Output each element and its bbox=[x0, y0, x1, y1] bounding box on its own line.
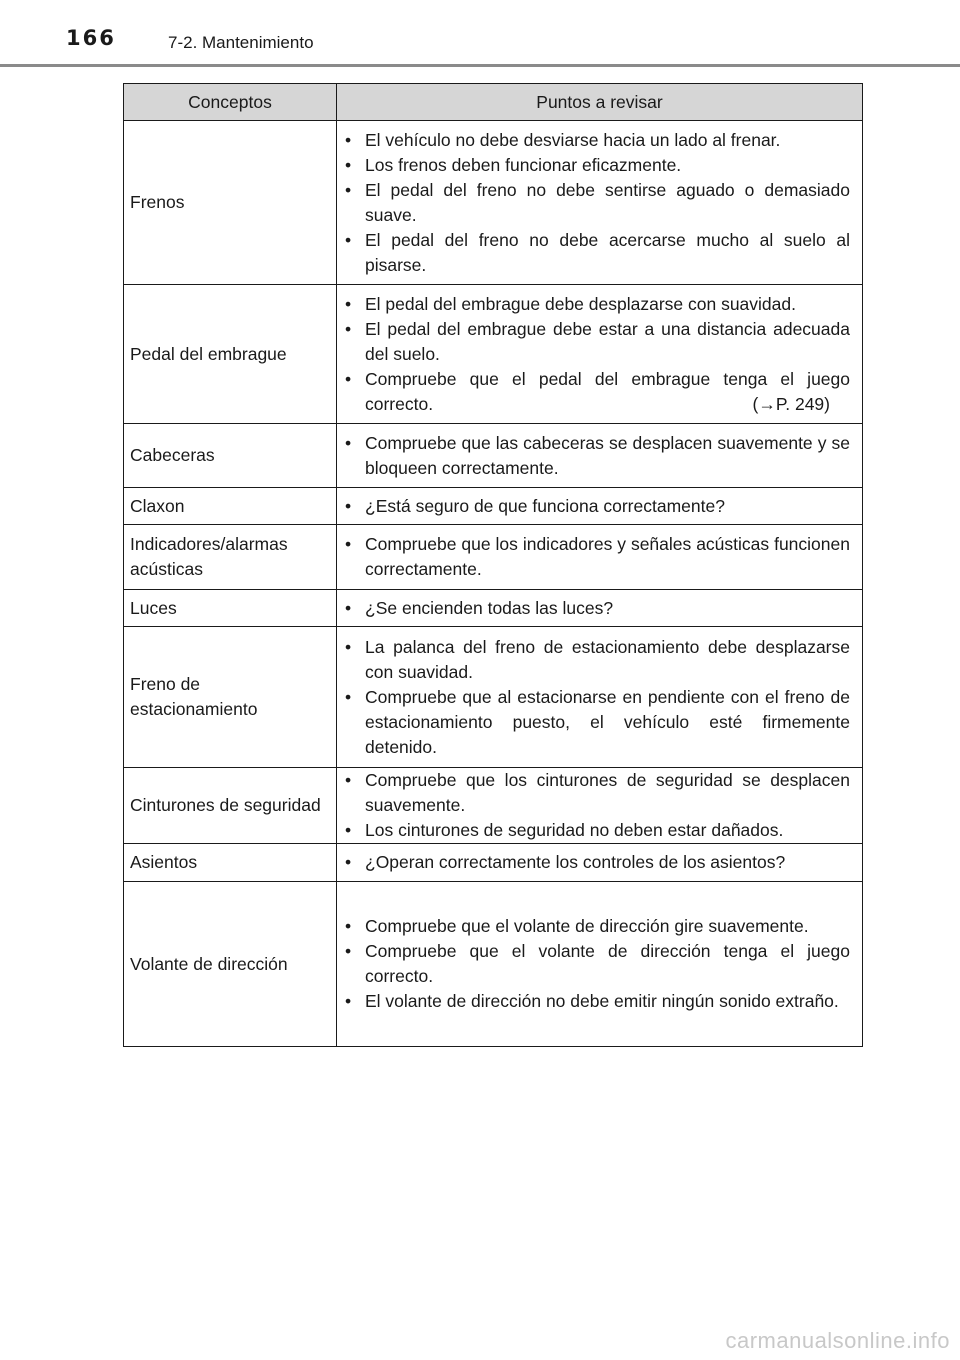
table-row bbox=[124, 121, 863, 285]
checkpoint-list bbox=[341, 431, 850, 481]
checkpoint-item: • ¿Operan correctamente los controles de los asientos? bbox=[341, 850, 850, 875]
checkpoint-item: • El pedal del embrague debe estar a una distancia adecuada del suelo. bbox=[341, 317, 850, 367]
checkpoint-list bbox=[341, 494, 850, 519]
checkpoint-item: • El pedal del freno no debe sentirse aguado o demasiado suave. bbox=[341, 178, 850, 228]
concept-cell: Luces bbox=[124, 590, 337, 627]
checkpoint-item: • La palanca del freno de estacionamiento debe desplazarse con suavidad. bbox=[341, 635, 850, 685]
checkpoint-item: • Los cinturones de seguridad no deben estar dañados. bbox=[341, 818, 850, 843]
table-row bbox=[124, 844, 863, 882]
checkpoints-cell bbox=[337, 590, 863, 627]
table-row bbox=[124, 768, 863, 844]
checkpoints-cell bbox=[337, 627, 863, 768]
checkpoint-list bbox=[341, 596, 850, 621]
concept-cell: Indicadores/alarmas acústicas bbox=[124, 525, 337, 590]
concept-cell: Volante de dirección bbox=[124, 882, 337, 1047]
table-row bbox=[124, 488, 863, 525]
checkpoint-item: • Compruebe que el volante de dirección tenga el juego correcto. bbox=[341, 939, 850, 989]
checkpoint-item: • El volante de dirección no debe emitir ningún sonido extraño. bbox=[341, 989, 850, 1014]
checkpoints-cell bbox=[337, 844, 863, 882]
checkpoint-item: • Compruebe que los indicadores y señales acústicas funcionen correctamente. bbox=[341, 532, 850, 582]
page-header bbox=[0, 0, 960, 70]
table-row bbox=[124, 525, 863, 590]
table-row bbox=[124, 285, 863, 424]
table-row bbox=[124, 627, 863, 768]
checkpoint-item: • Compruebe que al estacionarse en pendiente con el freno de estacionamiento puesto, el vehículo esté firmemente detenido. bbox=[341, 685, 850, 760]
checkpoint-item: • El vehículo no debe desviarse hacia un lado al frenar. bbox=[341, 128, 850, 153]
checkpoint-item: • Compruebe que las cabeceras se desplacen suavemente y se bloqueen correctamente. bbox=[341, 431, 850, 481]
table-row bbox=[124, 424, 863, 488]
checkpoint-item: • El pedal del embrague debe desplazarse con suavidad. bbox=[341, 292, 850, 317]
checkpoint-item: • ¿Está seguro de que funciona correctamente? bbox=[341, 494, 850, 519]
checkpoint-list bbox=[341, 532, 850, 582]
column-header-checkpoints: Puntos a revisar bbox=[337, 84, 863, 121]
section-title: 7-2. Mantenimiento bbox=[168, 33, 314, 52]
table-row bbox=[124, 882, 863, 1047]
concept-cell: Claxon bbox=[124, 488, 337, 525]
page-reference-link[interactable]: (→P. 249) bbox=[752, 393, 830, 414]
checkpoints-cell bbox=[337, 525, 863, 590]
checkpoint-list bbox=[341, 768, 850, 843]
concept-cell: Cinturones de seguridad bbox=[124, 768, 337, 844]
checkpoint-item: • Los frenos deben funcionar eficazmente. bbox=[341, 153, 850, 178]
checkpoint-list bbox=[341, 292, 850, 417]
checkpoint-list bbox=[341, 635, 850, 760]
checkpoint-item: • ¿Se encienden todas las luces? bbox=[341, 596, 850, 621]
checkpoint-item: • Compruebe que los cinturones de seguridad se desplacen suavemente. bbox=[341, 768, 850, 818]
checkpoints-cell bbox=[337, 424, 863, 488]
checkpoints-cell bbox=[337, 121, 863, 285]
checkpoints-cell bbox=[337, 488, 863, 525]
concept-cell: Frenos bbox=[124, 121, 337, 285]
concept-cell: Asientos bbox=[124, 844, 337, 882]
concept-cell: Freno de estacionamiento bbox=[124, 627, 337, 768]
checkpoint-text: Compruebe que el pedal del embrague tenga el juego correcto. bbox=[365, 368, 850, 414]
watermark: carmanualsonline.info bbox=[725, 1328, 950, 1353]
concept-cell: Pedal del embrague bbox=[124, 285, 337, 424]
checkpoint-item: • El pedal del freno no debe acercarse mucho al suelo al pisarse. bbox=[341, 228, 850, 278]
header-rule bbox=[0, 64, 960, 67]
inspection-table bbox=[123, 83, 863, 1047]
table-header-row bbox=[124, 84, 863, 121]
checkpoint-item bbox=[341, 367, 850, 417]
checkpoint-list bbox=[341, 850, 850, 875]
page-number: 166 bbox=[66, 26, 116, 50]
checkpoint-list bbox=[341, 128, 850, 278]
checkpoints-cell bbox=[337, 882, 863, 1047]
checkpoints-cell bbox=[337, 768, 863, 844]
column-header-concepts: Conceptos bbox=[124, 84, 337, 121]
checkpoint-list bbox=[341, 914, 850, 1014]
table-row bbox=[124, 590, 863, 627]
concept-cell: Cabeceras bbox=[124, 424, 337, 488]
checkpoint-item: • Compruebe que el volante de dirección gire suavemente. bbox=[341, 914, 850, 939]
checkpoints-cell bbox=[337, 285, 863, 424]
